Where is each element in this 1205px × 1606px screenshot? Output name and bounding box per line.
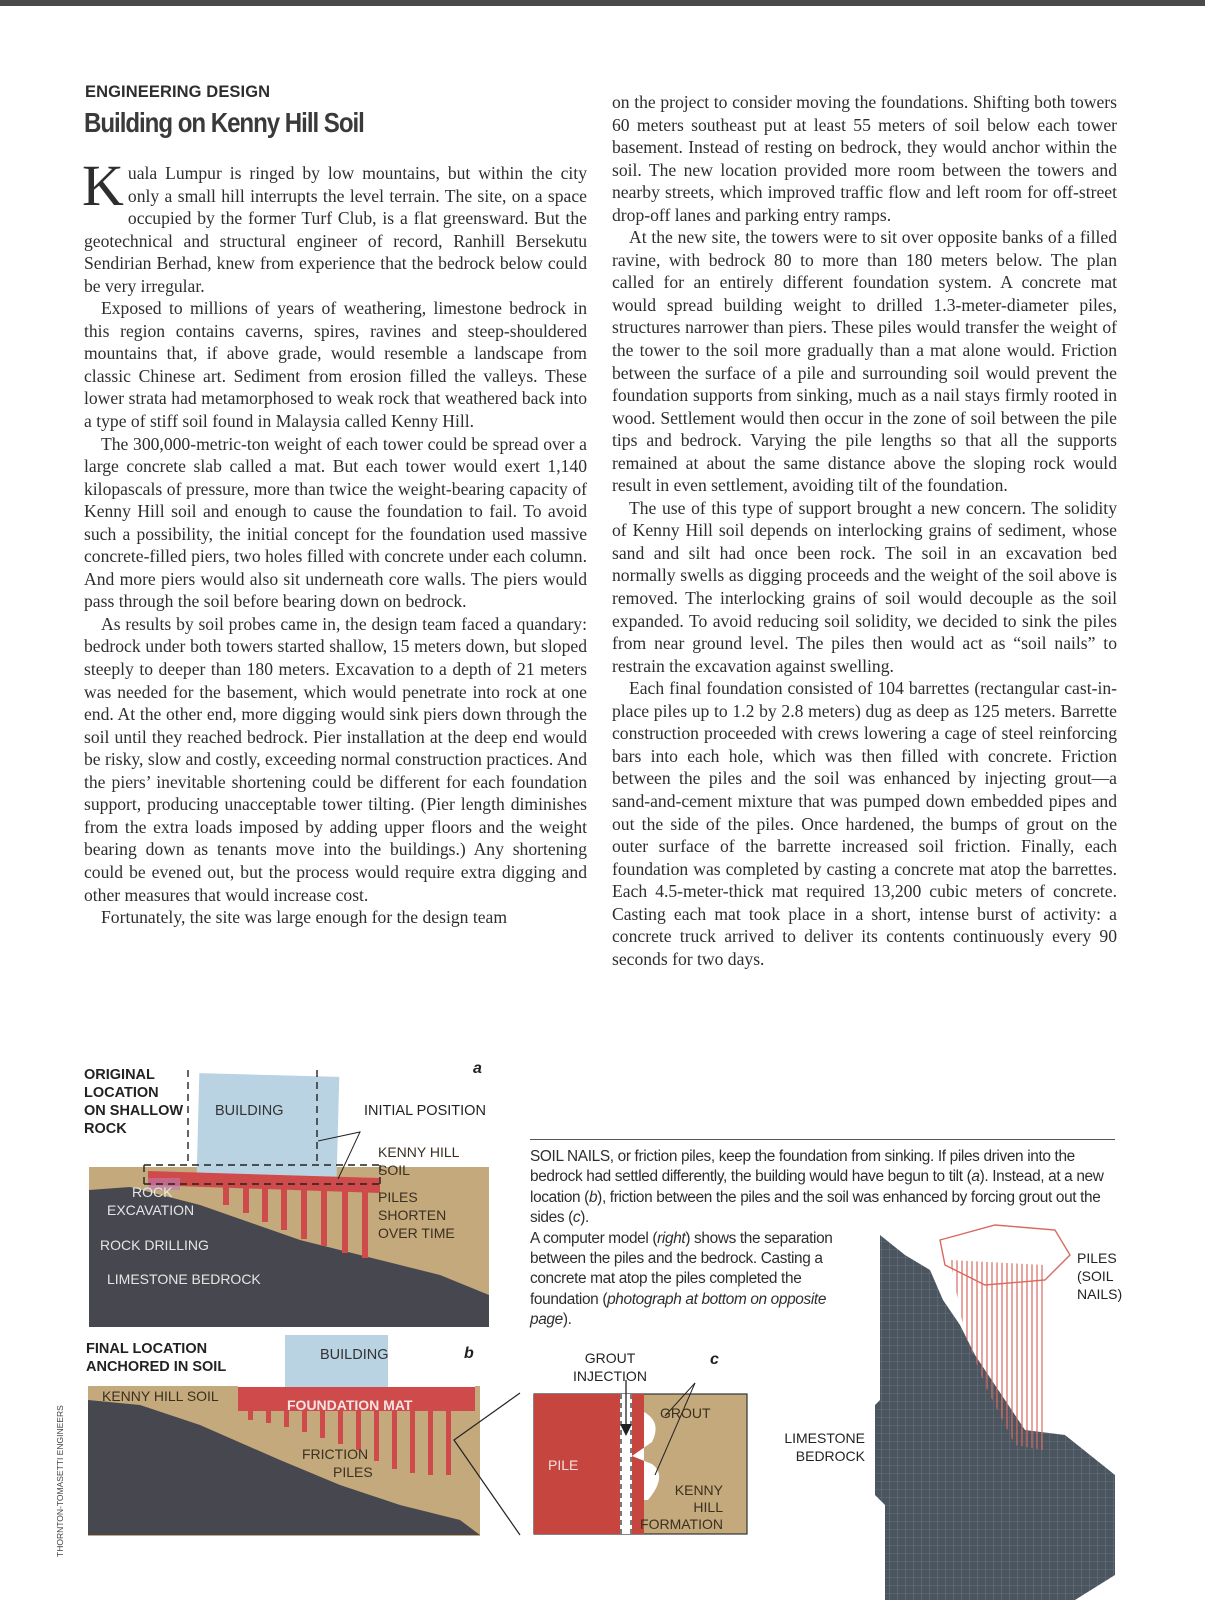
svg-text:PILES: PILES [378, 1189, 418, 1205]
caption-divider [530, 1139, 1115, 1140]
svg-text:OVER TIME: OVER TIME [378, 1225, 455, 1241]
svg-text:SOIL: SOIL [378, 1162, 410, 1178]
paragraph: Exposed to millions of years of weathering, limestone bedrock in this region contains caverns, spires, ravines and steep-shouldered mountains that, if above grade, would resemble a landscape from classic Chinese art. Sediment from erosion filled the valleys. These lower strata had metamorphosed to weak rock that weathered back into a type of stiff soil found in Malaysia called Kenny Hill. [84, 298, 587, 432]
foundation-mat-label: FOUNDATION MAT [287, 1397, 413, 1413]
svg-text:BEDROCK: BEDROCK [795, 1448, 865, 1464]
svg-text:FORMATION: FORMATION [640, 1516, 723, 1532]
paragraph: Each final foundation consisted of 104 barrettes (rectangular cast-in-place piles up to 1.2 by 2.8 meters) dug as deep as 125 meters. Barrette construction proceeded with crews lowering a cage of steel reinforcing bars into each hole, which was then filled with concrete. Friction between the piles and the soil was enhanced by injecting grout—a sand-and-cement mixture that was pumped down embedded pipes and out the side of the piles. Once hardened, the bumps of grout on the outer surface of the barrette increased soil friction. Finally, each foundation was completed by casting a concrete mat atop the barrettes. Each 4.5-meter-thick mat required 13,200 cubic meters of concrete. Casting each mat took place in a short, intense burst of activity: a concrete truck arrived to deliver its contents continuously every 90 seconds for two days. [612, 678, 1117, 969]
grout-label: GROUT [660, 1405, 711, 1421]
figure-computer-model [785, 1225, 1155, 1600]
building [197, 1073, 340, 1177]
svg-text:SHORTEN: SHORTEN [378, 1207, 447, 1223]
svg-text:LIMESTONE BEDROCK: LIMESTONE BEDROCK [107, 1271, 261, 1287]
paragraph: on the project to consider moving the foundations. Shifting both towers 60 meters southeast put at least 55 meters of soil below each tower basement. Instead of resting on bedrock, they would anchor within the soil. The new location provided more room between the towers and nearby streets, which improved traffic flow and left room for off-street drop-off lanes and parking entry ramps. [612, 92, 1117, 225]
figure-a-original-location [80, 1060, 500, 1335]
svg-text:KENNY: KENNY [674, 1482, 723, 1498]
photo-credit: THORNTON-TOMASETTI ENGINEERS [55, 1405, 65, 1557]
svg-text:ORIGINAL: ORIGINAL [84, 1067, 155, 1083]
building-label: BUILDING [215, 1103, 284, 1119]
svg-text:GROUT: GROUT [584, 1350, 636, 1366]
article-title: Building on Kenny Hill Soil [84, 107, 364, 138]
kenny-hill-soil-label: KENNY HILL SOIL [102, 1388, 219, 1404]
figure-a-heading [84, 1067, 183, 1137]
svg-text:PILES: PILES [333, 1464, 373, 1480]
figure-c-letter: c [710, 1351, 719, 1368]
initial-position-label: INITIAL POSITION [364, 1103, 486, 1119]
article-column-right [612, 91, 1117, 970]
svg-text:INJECTION: INJECTION [573, 1368, 647, 1384]
svg-text:ROCK: ROCK [84, 1121, 127, 1137]
svg-text:ON SHALLOW: ON SHALLOW [84, 1103, 184, 1119]
figure-caption: SOIL NAILS, or friction piles, keep the foundation from sinking. If piles driven into the bedrock had settled differently, the building would have begun to tilt (a). Instead, at a new location (b), friction between the piles and the soil was enhanced by forcing grout out the sides (c). A computer model (right) shows the separation between the piles and the bedrock. Casting a concrete mat atop the piles completed the foundation (photograph at bottom on opposite page). [530, 1147, 1120, 1331]
svg-text:ROCK: ROCK [132, 1184, 173, 1200]
paragraph: At the new site, the towers were to sit over opposite banks of a filled ravine, with bedrock 80 to more than 180 meters below. The plan called for an entirely different foundation system. A concrete mat would spread building weight to drilled 1.3-meter-diameter piles, structures narrower than piers. These piles would transfer the weight of the tower to the soil more gradually than a mat alone would. Friction between the surface of a pile and surrounding soil would prevent the foundation supports from sinking, much as a nail stays firmly rooted in wood. Settlement would then occur in the zone of soil between the pile tips and bedrock. Varying the pile lengths so that all the supports remained at about the same distance above the sloping rock would result in even settlement, avoiding tilt of the foundation. [612, 227, 1117, 496]
caption-lead: SOIL NAILS, [530, 1148, 614, 1165]
caption-narrow: A computer model (right) shows the separation between the piles and the bedrock. Casting a concrete mat atop the piles completed the foundation (photograph at bottom on opposite page). [530, 1229, 833, 1329]
paragraph: The use of this type of support brought a new concern. The solidity of Kenny Hill soil depends on interlocking grains of sediment, whose sand and silt had once been rock. The soil in an excavation bed normally swells as digging proceeds and the weight of the soil above is removed. The interlocking grains of soil would decouple as the soil expanded. To avoid reducing soil solidity, we decided to sink the piles from near ground level. The piles then would act as “soil nails” to restrain the excavation against swelling. [612, 497, 1117, 676]
svg-text:NAILS): NAILS) [1077, 1286, 1123, 1302]
svg-text:EXCAVATION: EXCAVATION [107, 1202, 195, 1218]
svg-text:PILES: PILES [1077, 1250, 1117, 1266]
svg-text:LIMESTONE: LIMESTONE [784, 1430, 865, 1446]
pile-label: PILE [548, 1457, 579, 1473]
paragraph: As results by soil probes came in, the design team faced a quandary: bedrock under both towers started shallow, 15 meters down, but sloped steeply to deeper than 180 meters. Excavation to a depth of 21 meters was needed for the basement, which would penetrate into rock at one end. At the other end, more digging would sink piers down through the soil until they reached bedrock. Pier installation at the deep end would be risky, slow and costly, exceeding normal construction practices. And the piers’ inevitable shortening could be different for each foundation support, producing unacceptable tower tilting. (Pier length diminishes from the extra loads imposed by adding upper floors and the weight bearing down as tenants move into the buildings.) Any shortening could be evened out, but the process would require extra digging and other measures that would increase cost. [84, 613, 587, 905]
svg-text:FRICTION: FRICTION [302, 1446, 369, 1462]
article-column-left [82, 153, 587, 929]
figure-a-letter: a [473, 1060, 482, 1077]
section-kicker: ENGINEERING DESIGN [85, 83, 271, 101]
svg-text:(SOIL: (SOIL [1077, 1268, 1114, 1284]
drop-cap: K [82, 153, 124, 218]
svg-text:LOCATION: LOCATION [84, 1085, 159, 1101]
figure-b-letter: b [464, 1345, 474, 1362]
top-border [0, 0, 1205, 6]
svg-text:FINAL LOCATION: FINAL LOCATION [86, 1341, 208, 1357]
svg-text:ANCHORED IN SOIL: ANCHORED IN SOIL [86, 1359, 227, 1375]
svg-text:HILL: HILL [693, 1499, 723, 1515]
figure-b-final-location [80, 1335, 520, 1540]
figure-b-heading [86, 1341, 226, 1375]
figure-c-grout-injection [520, 1350, 760, 1540]
svg-text:ROCK DRILLING: ROCK DRILLING [100, 1237, 209, 1253]
paragraph: The 300,000-metric-ton weight of each tower could be spread over a large concrete slab called a mat. But each tower would exert 1,140 kilopascals of pressure, more than twice the weight-bearing capacity of Kenny Hill soil and enough to cause the foundation to fail. To avoid such a possibility, the initial concept for the foundation used massive concrete-filled piers, two holes filled with concrete under each column. And more piers would also sit underneath core walls. The piers would pass through the soil before bearing down on bedrock. [84, 433, 587, 612]
paragraph: Kuala Lumpur is ringed by low mountains, but within the city only a small hill interrupts the level terrain. The site, on a space occupied by the former Turf Club, is a flat greensward. But the geotechnical and structural engineer of record, Ranhill Bersekutu Sendirian Berhad, knew from experience that the bedrock below could be very irregular. [82, 153, 587, 296]
svg-text:KENNY HILL: KENNY HILL [378, 1144, 460, 1160]
paragraph: Fortunately, the site was large enough for the design team [101, 907, 508, 928]
building-label: BUILDING [320, 1347, 389, 1363]
